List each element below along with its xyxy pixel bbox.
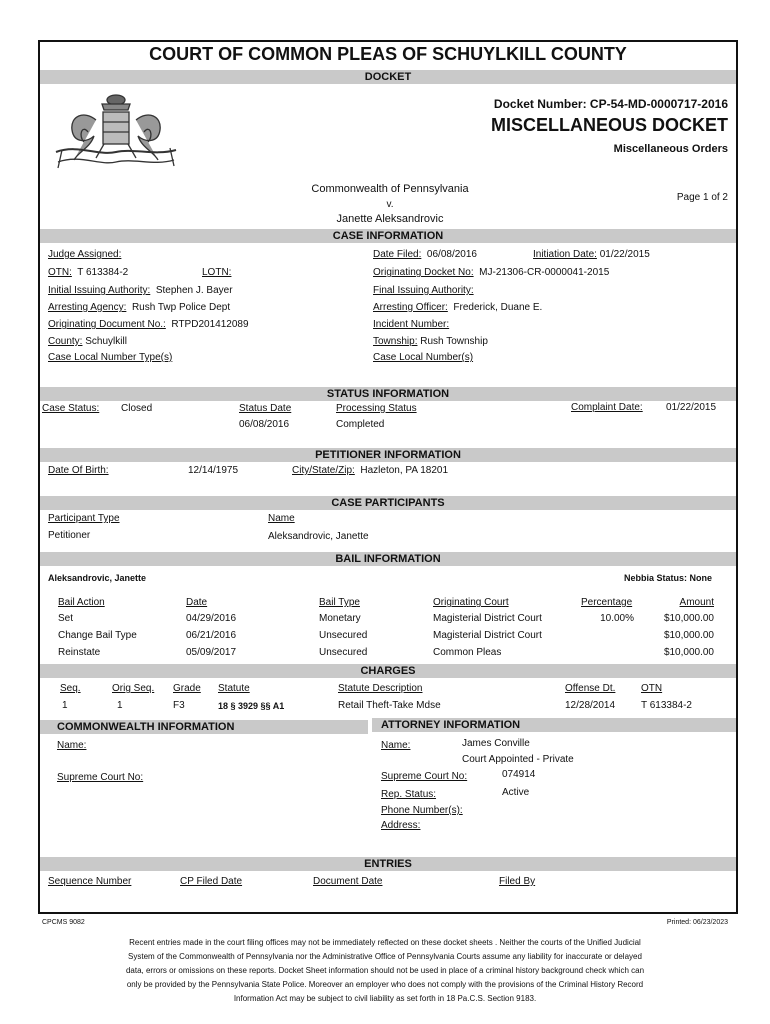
township-value: Rush Township: [420, 336, 488, 347]
page-title: COURT OF COMMON PLEAS OF SCHUYLKILL COUNTY: [149, 44, 627, 64]
initial-authority-label: Initial Issuing Authority:: [48, 285, 151, 296]
originating-docket-field: [373, 267, 609, 278]
otn-field: [48, 267, 128, 278]
bail-person: Aleksandrovic, Janette: [48, 573, 147, 583]
printed-date: Printed: 06/23/2023: [666, 919, 728, 926]
arresting-officer-label: Arresting Officer:: [373, 302, 448, 313]
case-information-header: CASE INFORMATION: [40, 229, 736, 243]
charge-col-otn: OTN: [641, 683, 663, 694]
date-filed-value: 06/08/2016: [426, 249, 477, 260]
attorney-rep-status-value: Active: [502, 787, 530, 798]
date-filed-label: Date Filed:: [373, 249, 422, 260]
arresting-officer-field: [373, 302, 542, 313]
attorney-rep-status-label: Rep. Status:: [381, 789, 437, 800]
disclaimer-line-4: only be provided by the Pennsylvania State Police. Moreover an employer who does not comply with the provisions of the Criminal History Record: [126, 980, 644, 989]
pennsylvania-seal-icon: [48, 92, 184, 172]
originating-document-label: Originating Document No.:: [48, 319, 166, 330]
docket-subtype: Miscellaneous Orders: [613, 143, 728, 155]
charge-col-orig-seq: Orig Seq.: [112, 683, 155, 694]
charge-row-statute: 18 § 3929 §§ A1: [218, 701, 285, 711]
commonwealth-name-label: Name:: [57, 740, 87, 751]
charge-row-description: Retail Theft-Take Mdse: [338, 700, 441, 711]
attorney-supreme-court-value: 074914: [502, 769, 536, 780]
initiation-date-field: [533, 249, 650, 260]
participant-name-label: Name: [268, 513, 295, 524]
disclaimer-line-3: data, errors or omissions on these reports. Docket Sheet information should not be used in place of a criminal history background check which can: [125, 966, 645, 975]
bail-col-amount: Amount: [679, 597, 714, 608]
bail-row-2-amount: $10,000.00: [663, 630, 714, 641]
bail-row-1-action: Set: [58, 613, 74, 624]
processing-status-label: Processing Status: [336, 403, 417, 414]
attorney-phone-label: Phone Number(s):: [381, 805, 463, 816]
date-filed-field: [373, 249, 477, 260]
nebbia-status: Nebbia Status: None: [623, 573, 712, 583]
otn-label: OTN:: [48, 267, 72, 278]
initial-authority-field: [48, 285, 233, 296]
entries-header: ENTRIES: [40, 857, 736, 871]
bail-row-2-action: Change Bail Type: [58, 630, 137, 641]
attorney-name-value: James Conville: [462, 738, 530, 749]
city-state-zip-label: City/State/Zip:: [292, 465, 355, 476]
petitioner-information-header: PETITIONER INFORMATION: [40, 448, 736, 462]
status-date-label: Status Date: [239, 403, 292, 414]
judge-assigned-label: Judge Assigned:: [48, 249, 122, 260]
originating-document-field: [48, 319, 249, 330]
bail-row-1-percentage: 10.00%: [600, 613, 634, 624]
charge-col-grade: Grade: [173, 683, 201, 694]
charge-row-orig-seq: 1: [117, 700, 123, 711]
charge-col-seq: Seq.: [60, 683, 81, 694]
bail-information-header: BAIL INFORMATION: [40, 552, 736, 566]
county-label: County:: [48, 336, 83, 347]
bail-row-1-amount: $10,000.00: [663, 613, 714, 624]
charge-col-offense-date: Offense Dt.: [565, 683, 616, 694]
initiation-date-label: Initiation Date:: [533, 249, 597, 260]
originating-docket-label: Originating Docket No:: [373, 267, 474, 278]
bail-col-action: Bail Action: [58, 597, 105, 608]
charge-row-seq: 1: [62, 700, 68, 711]
disclaimer-line-1: Recent entries made in the court filing offices may not be immediately reflected on these docket sheets . Neither the courts of the Unified Judicial: [129, 938, 641, 947]
caption-plaintiff: Commonwealth of Pennsylvania: [311, 183, 469, 195]
processing-status-value: Completed: [336, 419, 385, 430]
bail-col-percentage: Percentage: [581, 597, 633, 608]
county-value: Schuylkill: [85, 336, 127, 347]
township-label: Township:: [373, 336, 418, 347]
bail-row-2-type: Unsecured: [319, 630, 368, 641]
attorney-supreme-court-label: Supreme Court No:: [381, 771, 468, 782]
complaint-date-label: Complaint Date:: [571, 402, 643, 413]
commonwealth-information-header: COMMONWEALTH INFORMATION: [57, 721, 235, 733]
commonwealth-supreme-court-label: Supreme Court No:: [57, 772, 144, 783]
entries-col-cp-filed: CP Filed Date: [180, 876, 243, 887]
bail-row-3-court: Common Pleas: [433, 647, 502, 658]
charge-row-offense-date: 12/28/2014: [565, 700, 616, 711]
arresting-agency-field: [48, 302, 230, 313]
final-authority-label: Final Issuing Authority:: [373, 285, 474, 296]
docket-number: Docket Number: CP-54-MD-0000717-2016: [493, 97, 728, 111]
originating-document-value: RTPD201412089: [171, 319, 249, 330]
dob-value: 12/14/1975: [188, 465, 239, 476]
charges-header: CHARGES: [40, 664, 736, 678]
bail-row-1-type: Monetary: [319, 613, 361, 624]
attorney-name-label: Name:: [381, 740, 411, 751]
attorney-information-header: ATTORNEY INFORMATION: [381, 719, 521, 731]
charge-row-otn: T 613384-2: [641, 700, 692, 711]
disclaimer-line-5: Information Act may be subject to civil liability as set forth in 18 Pa.C.S. Section 9183.: [233, 994, 537, 1003]
city-state-zip-field: [292, 465, 448, 476]
initiation-date-value: 01/22/2015: [599, 249, 650, 260]
case-status-label: Case Status:: [42, 403, 100, 414]
bail-row-3-type: Unsecured: [319, 647, 368, 658]
entries-col-sequence: Sequence Number: [48, 876, 132, 887]
attorney-type-value: Court Appointed - Private: [462, 754, 574, 765]
incident-number-label: Incident Number:: [373, 319, 450, 330]
otn-value: T 613384-2: [77, 267, 129, 278]
bail-col-date: Date: [186, 597, 208, 608]
township-field: [373, 336, 488, 347]
dob-label: Date Of Birth:: [48, 465, 109, 476]
complaint-date-value: 01/22/2015: [666, 402, 717, 413]
originating-docket-value: MJ-21306-CR-0000041-2015: [479, 267, 610, 278]
arresting-agency-label: Arresting Agency:: [48, 302, 127, 313]
bail-row-1-court: Magisterial District Court: [433, 613, 542, 624]
initial-authority-value: Stephen J. Bayer: [155, 285, 233, 296]
form-code: CPCMS 9082: [42, 919, 85, 926]
caption-versus: v.: [386, 199, 394, 210]
attorney-address-label: Address:: [381, 820, 421, 831]
page-number: Page 1 of 2: [676, 192, 728, 203]
bail-row-3-action: Reinstate: [58, 647, 101, 658]
bail-row-3-amount: $10,000.00: [663, 647, 714, 658]
bail-col-court: Originating Court: [433, 597, 509, 608]
disclaimer-line-2: System of the Commonwealth of Pennsylvania nor the Administrative Office of Pennsylvania Courts assume any liability for inaccurate or delayed: [128, 952, 642, 961]
status-date-value: 06/08/2016: [239, 419, 290, 430]
lotn-label: LOTN:: [202, 267, 232, 278]
case-participants-header: CASE PARTICIPANTS: [40, 496, 736, 510]
status-information-header: STATUS INFORMATION: [40, 387, 736, 401]
entries-col-document-date: Document Date: [313, 876, 383, 887]
participant-type-value: Petitioner: [48, 530, 91, 541]
case-status-value: Closed: [121, 403, 153, 414]
charge-col-description: Statute Description: [338, 683, 423, 694]
charge-col-statute: Statute: [218, 683, 250, 694]
participant-name-value: Aleksandrovic, Janette: [268, 531, 369, 542]
caption-defendant: Janette Aleksandrovic: [336, 213, 444, 225]
bail-col-type: Bail Type: [319, 597, 360, 608]
bail-row-1-date: 04/29/2016: [186, 613, 237, 624]
bail-row-3-date: 05/09/2017: [186, 647, 237, 658]
charge-row-grade: F3: [173, 700, 185, 711]
participant-type-label: Participant Type: [48, 513, 120, 524]
docket-bar: DOCKET: [40, 70, 736, 84]
case-local-numbers-label: Case Local Number(s): [373, 352, 474, 363]
bail-row-2-date: 06/21/2016: [186, 630, 237, 641]
county-field: [48, 336, 127, 347]
city-state-zip-value: Hazleton, PA 18201: [360, 465, 449, 476]
arresting-officer-value: Frederick, Duane E.: [453, 302, 543, 313]
case-local-number-type-label: Case Local Number Type(s): [48, 352, 173, 363]
bail-row-2-court: Magisterial District Court: [433, 630, 542, 641]
docket-type: MISCELLANEOUS DOCKET: [490, 115, 728, 135]
entries-col-filed-by: Filed By: [499, 876, 536, 887]
arresting-agency-value: Rush Twp Police Dept: [131, 302, 231, 313]
